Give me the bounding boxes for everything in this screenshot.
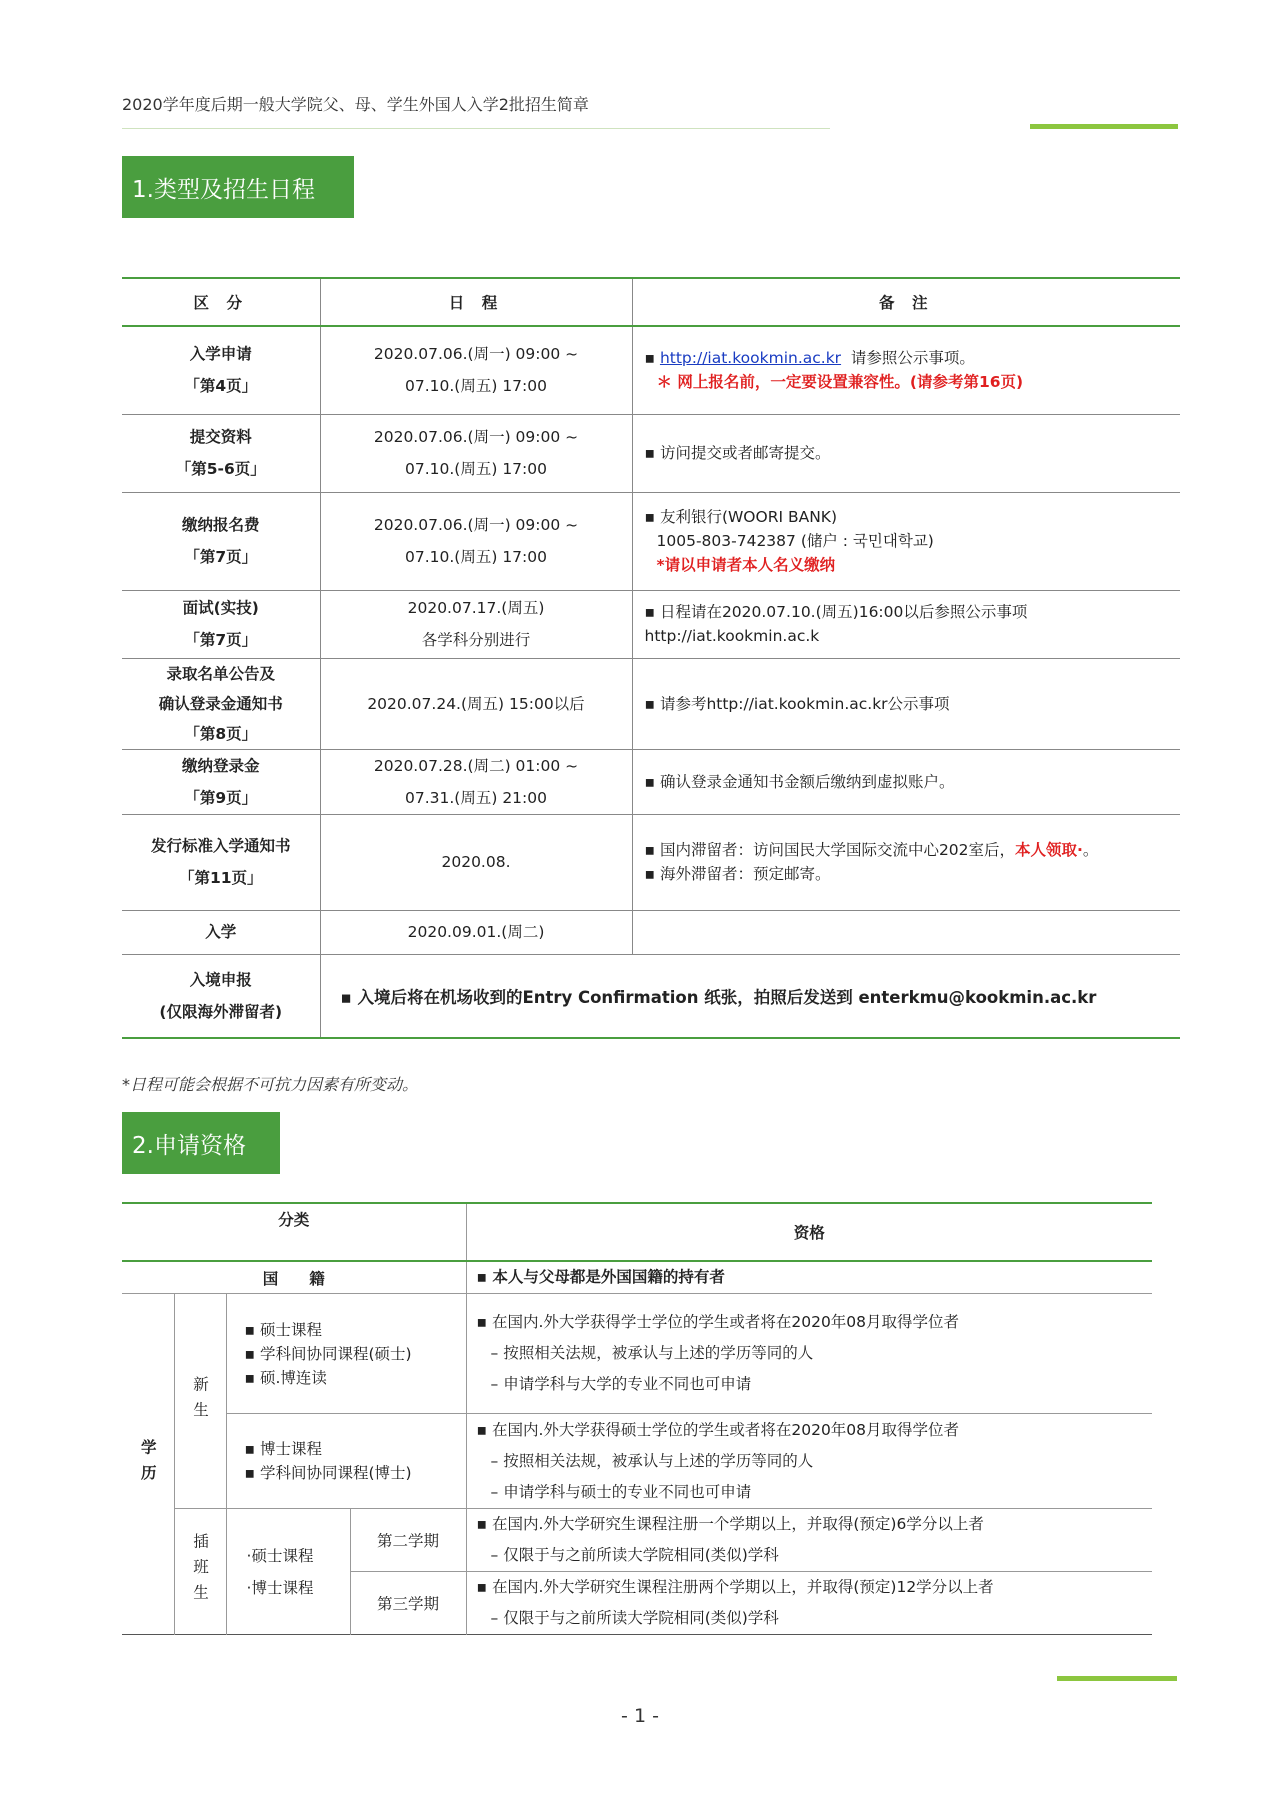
row-page-ref: (仅限海外滞留者) bbox=[159, 1002, 283, 1021]
row-note: 确认登录金通知书金额后缴纳到虚拟账户。 bbox=[659, 772, 955, 791]
row-category: 提交资料 bbox=[189, 428, 252, 446]
schedule-table bbox=[122, 277, 1180, 1039]
row-note-warning: *请以申请者本人名义缴纳 bbox=[656, 556, 836, 574]
table-row: 提交资料 「第5-6页」 2020.07.06.(周一) 09:00 ~ 07.10.(周五) 17:00 ▪ 访问提交或者邮寄提交。 bbox=[122, 414, 1180, 492]
program-phd: 博士课程 bbox=[259, 1440, 322, 1458]
row-note-2: 海外滞留者：预定邮寄。 bbox=[659, 865, 831, 883]
apply-site-link[interactable]: http://iat.kookmin.ac.kr bbox=[659, 349, 842, 368]
header-title: 2020学年度后期一般大学院父、母、学生外国人入学2批招生简章 bbox=[122, 95, 589, 114]
row-page-ref: 「第4页」 bbox=[184, 377, 258, 396]
row-page-ref: 「第11页」 bbox=[178, 869, 263, 887]
new-student-label: 新生 bbox=[174, 1294, 226, 1509]
row-category: 面试(实技) bbox=[182, 599, 259, 617]
qualification-table: 分类 资格 国 籍 ▪ 本人与父母都是外国国籍的持有者 学历 新生 ▪ 硕士课程 ▪ 学科间协同课程(硕士) ▪ 硕.博连读 ▪ 在国内.外大学获得学士学位的学生或者将在2020年08月取得学位者 – 按照相关法规，被承认与上述的学历等同的人 – 申请学科与大学的专业不同也可申请 ▪ 博士课程 ▪ 学科间协同课程(博士) ▪ 在国内.外大学获得硕士学位的学生或者将在2020年08月取得学位者 – 按照相关法规，被承认与上述的学历等同的人 – 申请学科与硕士的专业不同也可申请 插班生 ·硕士课程 ·博士课程 第二学期 ▪ 在国内.外大学研究生课程注册一个学期以上，并取得(预定)6学分以上者 – 仅限于与之前所读大学院相同(类似)学科 第三学期 ▪ 在国内.外大学研究生课程注册两个学期以上，并取得(预定)12学分以上者 – 仅限于与之前所读大学院相同(类似)学科 bbox=[122, 1202, 1152, 1635]
program-integrated: 硕.博连读 bbox=[259, 1368, 327, 1387]
qual-item: 仅限于与之前所读大学院相同(类似)学科 bbox=[503, 1609, 779, 1627]
table-row: 发行标准入学通知书 「第11页」 2020.08. ▪ 国内滞留者：访问国民大学国际交流中心202室后，本人领取·。 ▪ 海外滞留者：预定邮寄。 bbox=[122, 814, 1180, 910]
qual-item: 仅限于与之前所读大学院相同(类似)学科 bbox=[503, 1546, 779, 1564]
footnote: *日程可能会根据不可抗力因素有所变动。 bbox=[122, 1075, 419, 1094]
col-header-schedule: 日 程 bbox=[320, 278, 632, 326]
table-row: 缴纳登录金 「第9页」 2020.07.28.(周二) 01:00 ~ 07.31.(周五) 21:00 ▪ 确认登录金通知书金额后缴纳到虚拟账户。 bbox=[122, 749, 1180, 814]
section-1-title: 1.类型及招生日程 bbox=[122, 156, 354, 218]
row-date: 2020.08. bbox=[320, 814, 632, 910]
education-label: 学历 bbox=[122, 1294, 174, 1635]
col-header-qualification: 资格 bbox=[466, 1203, 1152, 1261]
row-category: 缴纳登录金 bbox=[181, 756, 260, 775]
table-row: 入学申请 「第4页」 2020.07.06.(周一) 09:00 ~ 07.10.(周五) 17:00 ▪ http://iat.kookmin.ac.kr 请参照公示事项。 ＊ 网上报名前，一定要设置兼容性。(请参考第16页) bbox=[122, 326, 1180, 414]
row-category: 缴纳报名费 bbox=[181, 516, 260, 534]
transfer-student-label: 插班生 bbox=[174, 1509, 226, 1635]
qual-item: 按照相关法规，被承认与上述的学历等同的人 bbox=[503, 1451, 814, 1470]
col-header-category: 分类 bbox=[278, 1211, 310, 1229]
row-note: 入境后将在机场收到的Entry Confirmation 纸张，拍照后发送到 enterkmu@kookmin.ac.kr bbox=[357, 987, 1097, 1007]
transfer-program-phd: 博士课程 bbox=[251, 1578, 314, 1597]
row-note-url: http://iat.kookmin.ac.k bbox=[644, 627, 820, 645]
row-date-end: 07.10.(周五) 17:00 bbox=[405, 377, 547, 396]
row-note: 日程请在2020.07.10.(周五)16:00以后参照公示事项 bbox=[659, 603, 1028, 621]
row-page-ref: 「第7页」 bbox=[184, 631, 258, 649]
row-category: 入学申请 bbox=[189, 345, 252, 364]
row-date-start: 2020.07.28.(周二) 01:00 ~ bbox=[373, 756, 579, 775]
row-note: 请参考http://iat.kookmin.ac.kr公示事项 bbox=[659, 694, 950, 713]
semester-3-label: 第三学期 bbox=[350, 1572, 466, 1635]
qual-item: 在国内.外大学研究生课程注册两个学期以上，并取得(预定)12学分以上者 bbox=[491, 1578, 994, 1596]
row-date-start: 2020.07.06.(周一) 09:00 ~ bbox=[373, 428, 579, 446]
table-row: 缴纳报名费 「第7页」 2020.07.06.(周一) 09:00 ~ 07.10.(周五) 17:00 ▪ 友利银行(WOORI BANK) 1005-803-742387 (储户 : 국민대학교) *请以申请者本人名义缴纳 bbox=[122, 492, 1180, 590]
row-note-highlight: 本人领取· bbox=[1015, 841, 1083, 859]
program-interdisc-masters: 学科间协同课程(硕士) bbox=[259, 1344, 412, 1363]
row-date: 2020.07.24.(周五) 15:00以后 bbox=[320, 658, 632, 749]
col-header-remarks: 备 注 bbox=[632, 278, 1180, 326]
program-interdisc-phd: 学科间协同课程(博士) bbox=[259, 1464, 412, 1482]
row-page-ref: 「第9页」 bbox=[184, 788, 258, 807]
table-row: 面试(实技) 「第7页」 2020.07.17.(周五) 各学科分别进行 ▪ 日程请在2020.07.10.(周五)16:00以后参照公示事项 http://iat.kookmin.ac.k bbox=[122, 590, 1180, 658]
qual-item: 在国内.外大学获得硕士学位的学生或者将在2020年08月取得学位者 bbox=[491, 1420, 960, 1439]
row-category: 入学 bbox=[122, 910, 320, 954]
bank-account: 1005-803-742387 (储户 : 국민대학교) bbox=[656, 532, 934, 550]
qual-item: 在国内.外大学获得学士学位的学生或者将在2020年08月取得学位者 bbox=[491, 1313, 960, 1331]
row-category: 录取名单公告及 bbox=[166, 664, 275, 683]
row-category: 发行标准入学通知书 bbox=[150, 837, 291, 855]
header-divider bbox=[122, 128, 830, 129]
row-category: 入境申报 bbox=[189, 970, 252, 989]
row-page-ref: 「第5-6页」 bbox=[175, 460, 266, 478]
nationality-requirement: 本人与父母都是外国国籍的持有者 bbox=[492, 1268, 725, 1286]
row-note: 国内滞留者：访问国民大学国际交流中心202室后， bbox=[659, 841, 1016, 859]
header-accent-bar bbox=[1030, 124, 1178, 129]
qual-item: 申请学科与大学的专业不同也可申请 bbox=[503, 1375, 752, 1393]
footer-accent-bar bbox=[1057, 1676, 1177, 1681]
row-page-ref: 「第8页」 bbox=[184, 724, 258, 743]
table-row bbox=[122, 910, 1180, 954]
qual-item: 在国内.外大学研究生课程注册一个学期以上，并取得(预定)6学分以上者 bbox=[491, 1515, 984, 1533]
program-masters: 硕士课程 bbox=[259, 1320, 322, 1339]
semester-2-label: 第二学期 bbox=[350, 1509, 466, 1572]
nationality-label: 国 籍 bbox=[122, 1261, 466, 1294]
row-date-end: 07.31.(周五) 21:00 bbox=[405, 788, 547, 807]
row-page-ref: 「第7页」 bbox=[184, 548, 258, 566]
row-note: 访问提交或者邮寄提交。 bbox=[659, 444, 831, 462]
table-row: 入境申报 (仅限海外滞留者) ▪ 入境后将在机场收到的Entry Confirmation 纸张，拍照后发送到 enterkmu@kookmin.ac.kr bbox=[122, 954, 1180, 1038]
page-number: - 1 - bbox=[621, 1705, 659, 1727]
row-category-2: 确认登录金通知书 bbox=[158, 694, 283, 713]
col-header-category: 区 分 bbox=[122, 278, 320, 326]
row-note: 友利银行(WOORI BANK) bbox=[659, 508, 838, 526]
qual-item: 按照相关法规，被承认与上述的学历等同的人 bbox=[503, 1344, 814, 1362]
row-date-note: 各学科分别进行 bbox=[421, 631, 531, 649]
row-note-warning: ＊ 网上报名前，一定要设置兼容性。(请参考第16页) bbox=[656, 373, 1024, 392]
row-date-start: 2020.07.06.(周一) 09:00 ~ bbox=[373, 516, 579, 534]
transfer-program-masters: 硕士课程 bbox=[251, 1546, 314, 1565]
row-date: 2020.07.17.(周五) bbox=[407, 599, 545, 617]
row-date-start: 2020.07.06.(周一) 09:00 ~ bbox=[373, 345, 579, 364]
row-date-end: 07.10.(周五) 17:00 bbox=[405, 548, 547, 566]
table-row: 录取名单公告及 确认登录金通知书 「第8页」 2020.07.24.(周五) 15:00以后 ▪ 请参考http://iat.kookmin.ac.kr公示事项 bbox=[122, 658, 1180, 749]
qual-item: 申请学科与硕士的专业不同也可申请 bbox=[503, 1482, 752, 1501]
section-2-title: 2.申请资格 bbox=[122, 1112, 280, 1174]
row-note: 请参照公示事项。 bbox=[850, 349, 975, 368]
row-date-end: 07.10.(周五) 17:00 bbox=[405, 460, 547, 478]
row-date: 2020.09.01.(周二) bbox=[320, 910, 632, 954]
